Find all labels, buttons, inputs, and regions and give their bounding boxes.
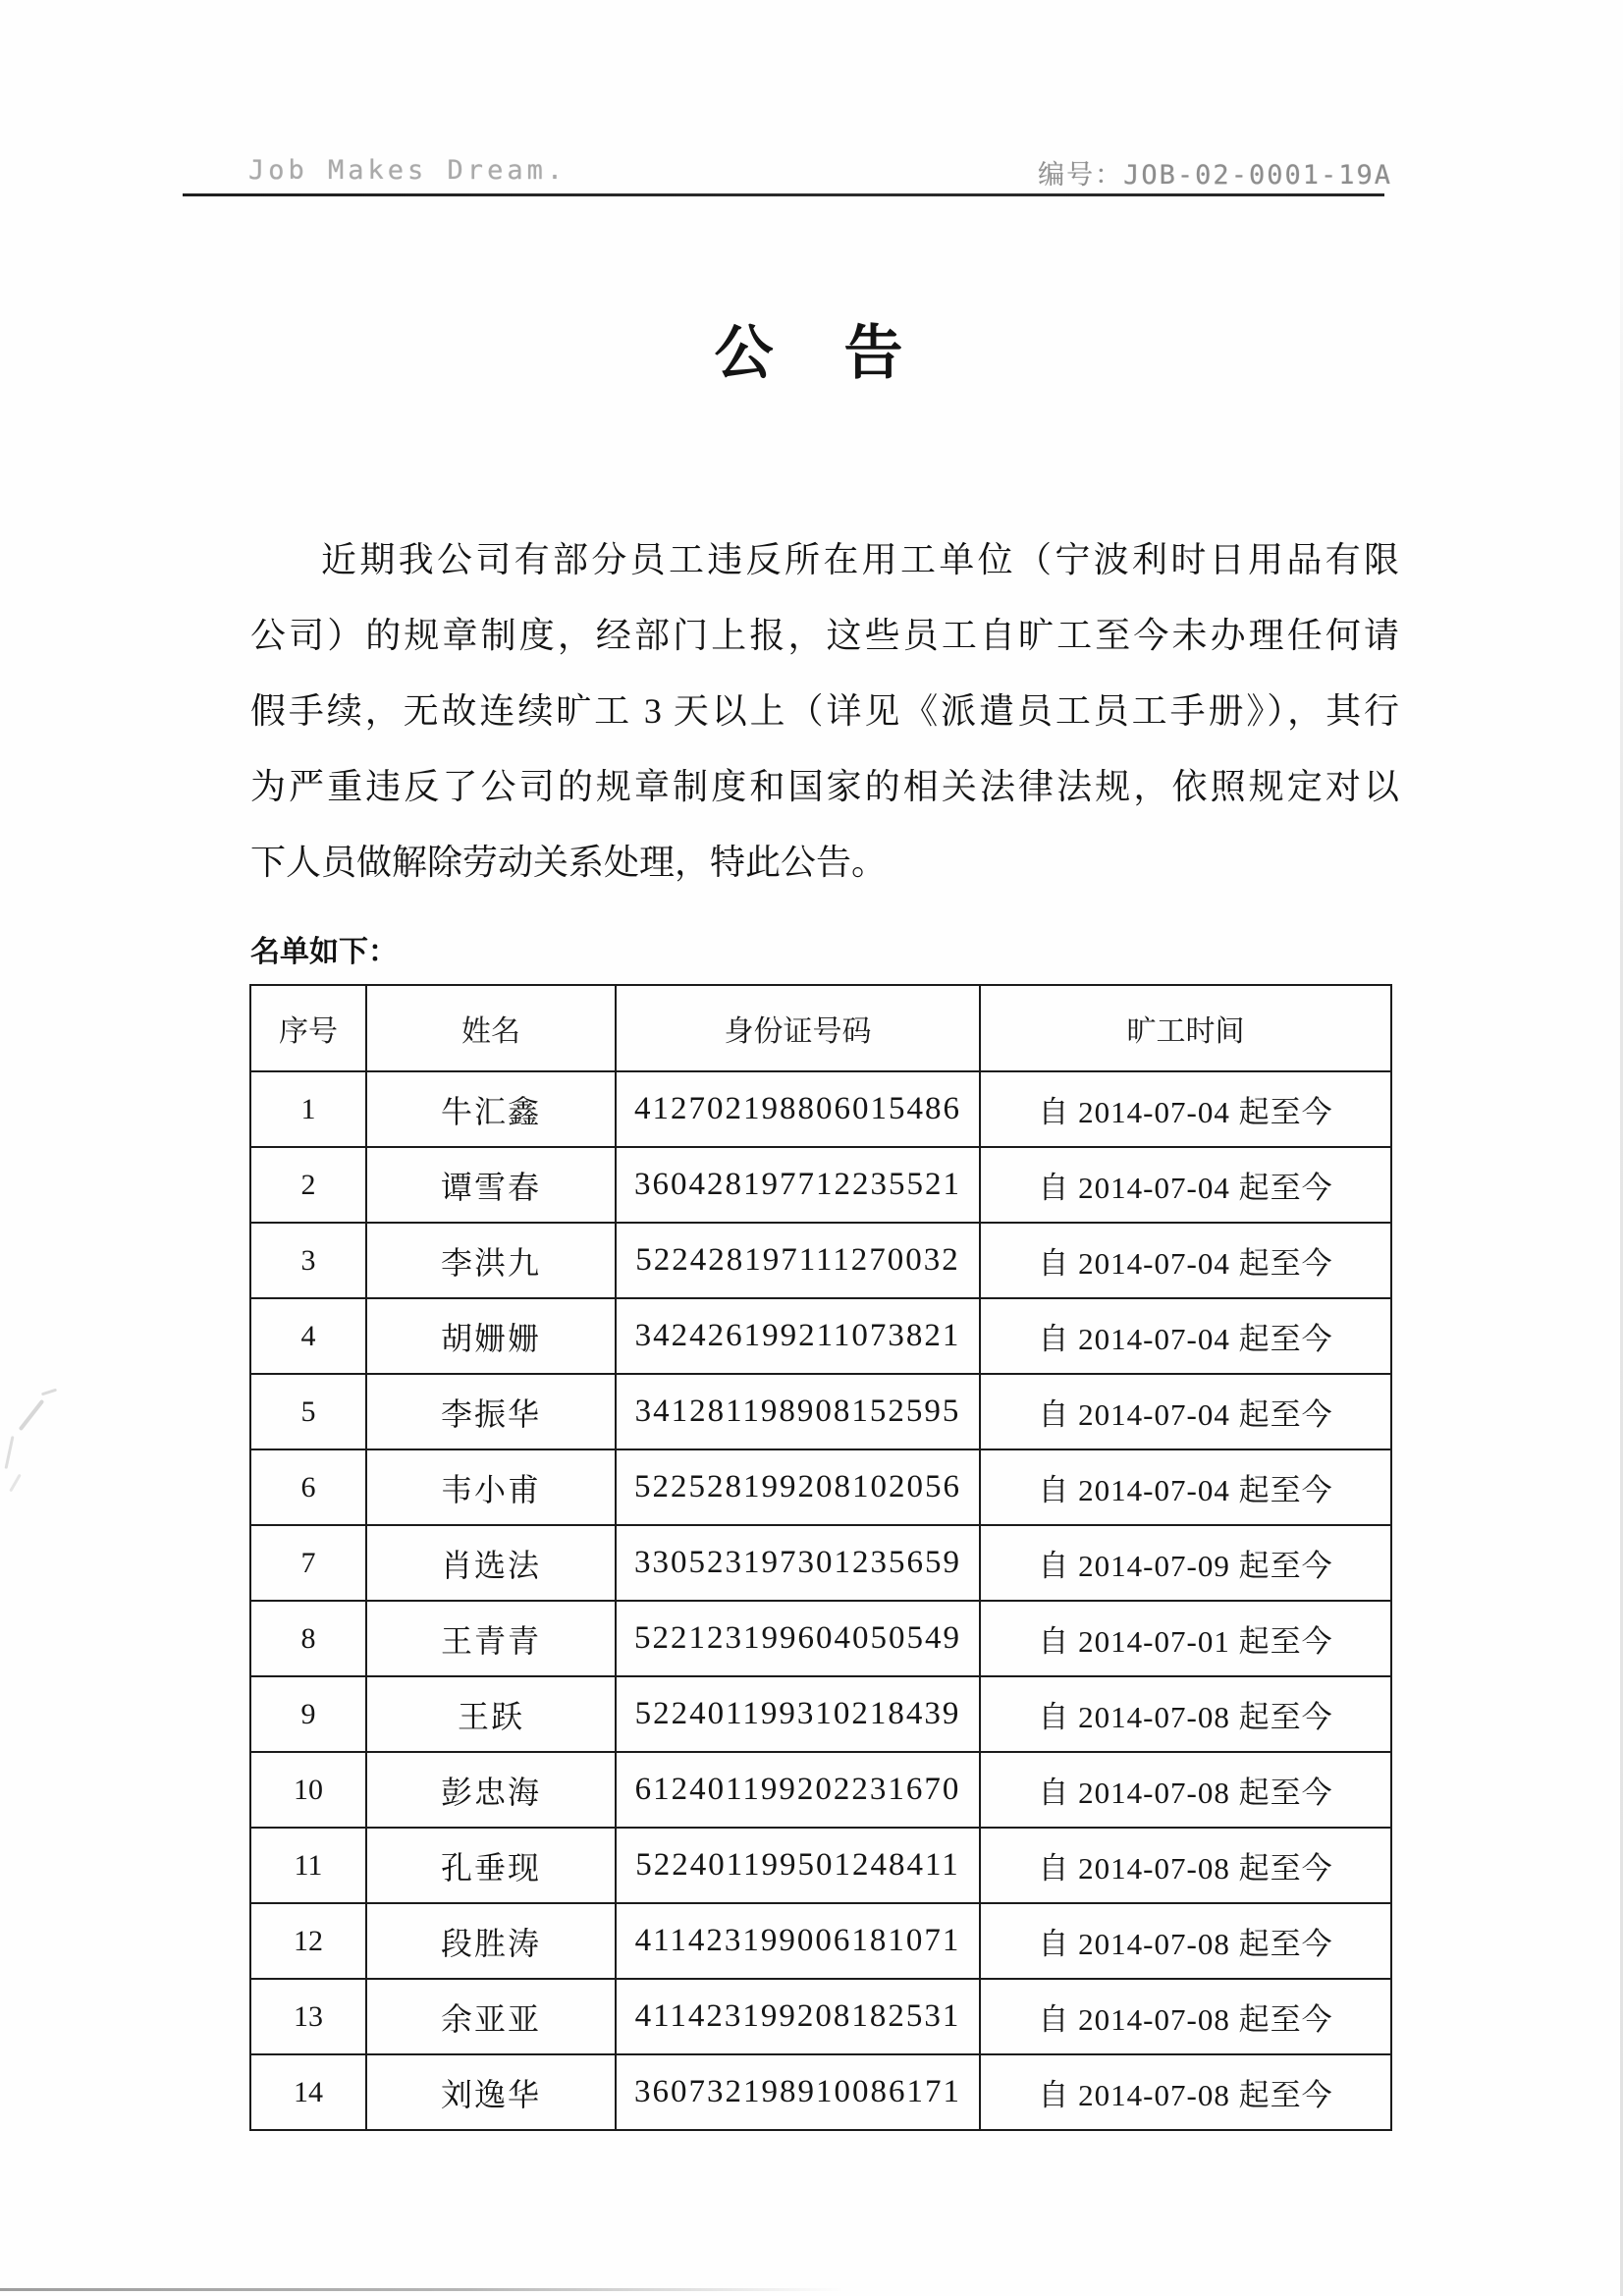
cell-index: 6 [250, 1449, 366, 1525]
cell-index: 10 [250, 1752, 366, 1828]
header-slogan: Job Makes Dream. [248, 155, 568, 186]
table-row [250, 1071, 1391, 1147]
table-row [250, 1147, 1391, 1223]
table-row [250, 1223, 1391, 1298]
cell-index: 5 [250, 1374, 366, 1449]
cell-absence-period: 自 2014-07-04 起至今 [980, 1298, 1391, 1374]
cell-absence-period: 自 2014-07-08 起至今 [980, 2054, 1391, 2130]
cell-name: 刘逸华 [366, 2054, 616, 2130]
table-row [250, 2054, 1391, 2130]
scan-artifact [41, 1389, 57, 1396]
table-row [250, 1374, 1391, 1449]
cell-id-number: 341281198908152595 [616, 1374, 980, 1449]
cell-id-number: 330523197301235659 [616, 1525, 980, 1601]
cell-id-number: 342426199211073821 [616, 1298, 980, 1374]
cell-index: 7 [250, 1525, 366, 1601]
col-header-index: 序号 [250, 985, 366, 1071]
table-row [250, 1752, 1391, 1828]
cell-absence-period: 自 2014-07-09 起至今 [980, 1525, 1391, 1601]
cell-index: 11 [250, 1828, 366, 1903]
col-header-absence-period: 旷工时间 [980, 985, 1391, 1071]
table-row [250, 1828, 1391, 1903]
cell-name: 王跃 [366, 1676, 616, 1752]
cell-name: 李振华 [366, 1374, 616, 1449]
cell-name: 段胜涛 [366, 1903, 616, 1979]
cell-id-number: 522401199501248411 [616, 1828, 980, 1903]
table-row [250, 1298, 1391, 1374]
cell-id-number: 411423199006181071 [616, 1903, 980, 1979]
cell-id-number: 522123199604050549 [616, 1601, 980, 1676]
cell-name: 牛汇鑫 [366, 1071, 616, 1147]
cell-id-number: 360732198910086171 [616, 2054, 980, 2130]
body-line: 公司）的规章制度，经部门上报，这些员工自旷工至今未办理任何请 [250, 616, 1399, 655]
header-divider-line [183, 193, 1384, 196]
table-row [250, 1676, 1391, 1752]
table-row [250, 1979, 1391, 2054]
cell-name: 肖选法 [366, 1525, 616, 1601]
scan-artifact [4, 1436, 14, 1469]
cell-absence-period: 自 2014-07-04 起至今 [980, 1147, 1391, 1223]
col-header-name: 姓名 [366, 985, 616, 1071]
cell-absence-period: 自 2014-07-04 起至今 [980, 1374, 1391, 1449]
cell-id-number: 411423199208182531 [616, 1979, 980, 2054]
cell-id-number: 522528199208102056 [616, 1449, 980, 1525]
doc-number-label: 编号： [1038, 160, 1124, 191]
cell-index: 13 [250, 1979, 366, 2054]
cell-id-number: 522401199310218439 [616, 1676, 980, 1752]
table-row [250, 1601, 1391, 1676]
cell-id-number: 360428197712235521 [616, 1147, 980, 1223]
roster-table [249, 984, 1392, 2131]
header-doc-number [1038, 153, 1392, 191]
cell-name: 彭忠海 [366, 1752, 616, 1828]
cell-absence-period: 自 2014-07-04 起至今 [980, 1449, 1391, 1525]
cell-absence-period: 自 2014-07-04 起至今 [980, 1071, 1391, 1147]
table-body [250, 1071, 1391, 2130]
cell-absence-period: 自 2014-07-08 起至今 [980, 1752, 1391, 1828]
cell-absence-period: 自 2014-07-04 起至今 [980, 1223, 1391, 1298]
scan-artifact [9, 1474, 22, 1493]
cell-name: 谭雪春 [366, 1147, 616, 1223]
cell-absence-period: 自 2014-07-01 起至今 [980, 1601, 1391, 1676]
list-label: 名单如下： [250, 936, 398, 968]
page-title: 公 告 [714, 321, 909, 386]
cell-name: 胡姗姗 [366, 1298, 616, 1374]
cell-name: 韦小甫 [366, 1449, 616, 1525]
scan-artifact [19, 1399, 45, 1431]
cell-index: 3 [250, 1223, 366, 1298]
cell-id-number: 412702198806015486 [616, 1071, 980, 1147]
cell-absence-period: 自 2014-07-08 起至今 [980, 1903, 1391, 1979]
cell-index: 9 [250, 1676, 366, 1752]
body-line: 假手续，无故连续旷工 3 天以上（详见《派遣员工员工手册》），其行 [250, 691, 1399, 731]
announcement-body [250, 522, 1399, 901]
cell-absence-period: 自 2014-07-08 起至今 [980, 1979, 1391, 2054]
table-row [250, 1903, 1391, 1979]
cell-name: 李洪九 [366, 1223, 616, 1298]
body-line: 下人员做解除劳动关系处理，特此公告。 [250, 843, 888, 882]
cell-id-number: 522428197111270032 [616, 1223, 980, 1298]
cell-id-number: 612401199202231670 [616, 1752, 980, 1828]
table-row [250, 1449, 1391, 1525]
cell-absence-period: 自 2014-07-08 起至今 [980, 1676, 1391, 1752]
table-row [250, 1525, 1391, 1601]
cell-name: 王青青 [366, 1601, 616, 1676]
col-header-id-number: 身份证号码 [616, 985, 980, 1071]
cell-index: 4 [250, 1298, 366, 1374]
cell-absence-period: 自 2014-07-08 起至今 [980, 1828, 1391, 1903]
cell-index: 12 [250, 1903, 366, 1979]
cell-index: 1 [250, 1071, 366, 1147]
body-line: 为严重违反了公司的规章制度和国家的相关法律法规，依照规定对以 [250, 767, 1399, 806]
doc-number-value: JOB-02-0001-19A [1123, 160, 1392, 191]
body-line: 近期我公司有部分员工违反所在用工单位（宁波利时日用品有限 [321, 540, 1399, 579]
cell-name: 孔垂现 [366, 1828, 616, 1903]
cell-name: 余亚亚 [366, 1979, 616, 2054]
cell-index: 8 [250, 1601, 366, 1676]
table-header-row [250, 985, 1391, 1071]
scan-edge-line [0, 2288, 844, 2291]
cell-index: 2 [250, 1147, 366, 1223]
cell-index: 14 [250, 2054, 366, 2130]
